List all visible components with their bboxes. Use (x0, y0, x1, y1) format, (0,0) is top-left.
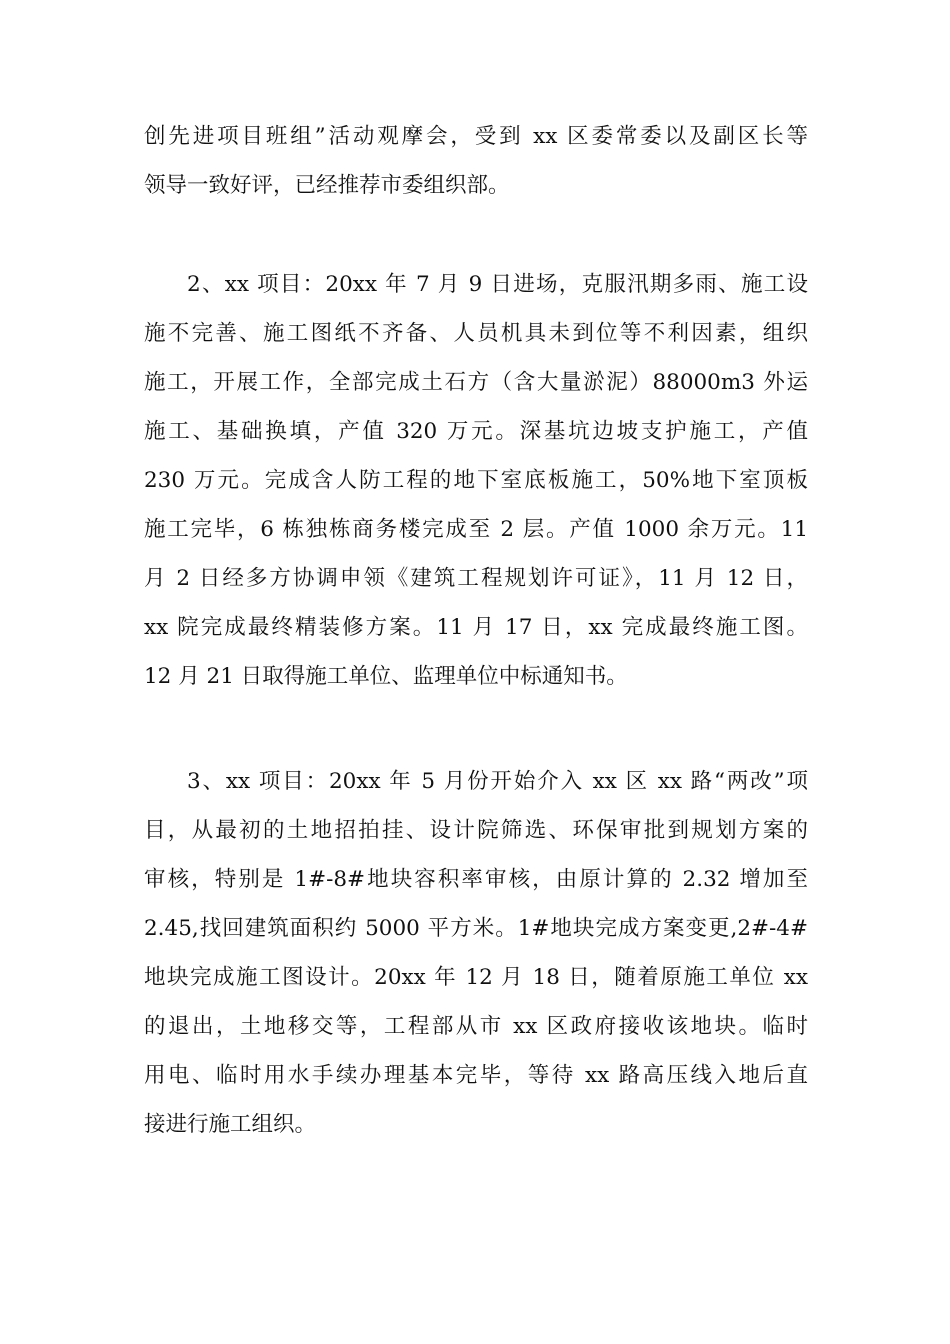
paragraph-line: 的退出，土地移交等，工程部从市 xx 区政府接收该地块。临时 (144, 1014, 808, 1039)
paragraph-line: 接进行施工组织。 (144, 1112, 317, 1137)
paragraph-line: 施工完毕，6 栋独栋商务楼完成至 2 层。产值 1000 余万元。11 (144, 517, 808, 542)
paragraph-line: 2、xx 项目：20xx 年 7 月 9 日进场，克服汛期多雨、施工设 (187, 272, 808, 297)
paragraph-line: 创先进项目班组”活动观摩会，受到 xx 区委常委以及副区长等 (144, 124, 808, 149)
paragraph-line: 230 万元。完成含人防工程的地下室底板施工，50%地下室顶板 (144, 468, 808, 493)
paragraph-line: 地块完成施工图设计。20xx 年 12 月 18 日，随着原施工单位 xx (144, 965, 808, 990)
paragraph-line: 施不完善、施工图纸不齐备、人员机具未到位等不利因素，组织 (144, 321, 808, 346)
paragraph-line: 用电、临时用水手续办理基本完毕，等待 xx 路高压线入地后直 (144, 1063, 808, 1088)
paragraph-line: xx 院完成最终精装修方案。11 月 17 日，xx 完成最终施工图。 (144, 615, 808, 640)
paragraph-line: 12 月 21 日取得施工单位、监理单位中标通知书。 (144, 664, 628, 689)
paragraph-line: 施工，开展工作，全部完成土石方（含大量淤泥）88000m3 外运 (144, 370, 808, 395)
paragraph-line: 领导一致好评，已经推荐市委组织部。 (144, 173, 510, 198)
paragraph-line: 2.45,找回建筑面积约 5000 平方米。1#地块完成方案变更,2#-4# (144, 916, 808, 941)
paragraph-project-3 (144, 757, 808, 1149)
paragraph-line: 施工、基础换填，产值 320 万元。深基坑边坡支护施工，产值 (144, 419, 808, 444)
paragraph-line: 3、xx 项目：20xx 年 5 月份开始介入 xx 区 xx 路“两改”项 (187, 769, 808, 794)
paragraph-line: 目，从最初的土地招拍挂、设计院筛选、环保审批到规划方案的 (144, 818, 808, 843)
paragraph-project-2 (144, 260, 808, 701)
paragraph-continuation (144, 112, 808, 210)
paragraph-line: 审核，特别是 1#-8#地块容积率审核，由原计算的 2.32 增加至 (144, 867, 808, 892)
paragraph-line: 月 2 日经多方协调申领《建筑工程规划许可证》，11 月 12 日， (144, 566, 808, 591)
